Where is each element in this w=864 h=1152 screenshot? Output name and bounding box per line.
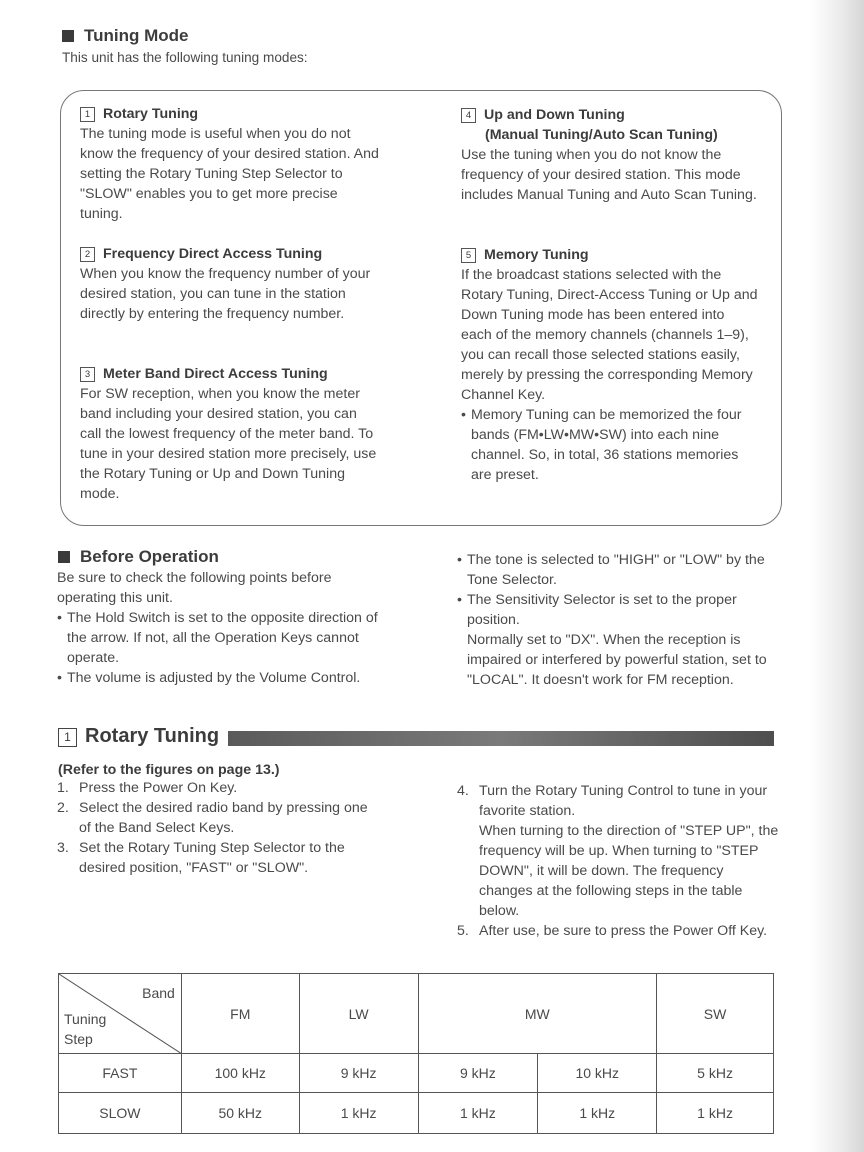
table-corner-cell (59, 974, 182, 1054)
step-item: 4. Turn the Rotary Tuning Control to tune in your favorite station. When turning to the direction of "STEP UP", the frequency will be up. When turning to "STEP DOWN", it will be down. The frequency changes at the following steps in the table below. (457, 783, 779, 919)
table-cell: 1 kHz (538, 1093, 657, 1134)
square-bullet-icon (62, 30, 74, 42)
mode-body: The tuning mode is useful when you do not know the frequency of your desired station. And setting the Rotary Tuning Step Selector to "SLOW" enables you to get more precise tuning. (80, 126, 379, 222)
mode-body: When you know the frequency number of your desired station, you can tune in the station directly by entering the frequency number. (80, 266, 371, 322)
steps-right (457, 781, 779, 941)
tuning-mode-intro: This unit has the following tuning modes: (62, 50, 308, 65)
heading-bar (228, 731, 774, 746)
check-item: • The volume is adjusted by the Volume Control. (57, 668, 379, 688)
step-item: 3. Set the Rotary Tuning Step Selector to the desired position, "FAST" or "SLOW". (57, 840, 345, 876)
step-item: 5. After use, be sure to press the Power Off Key. (457, 923, 768, 939)
refer-note: (Refer to the figures on page 13.) (58, 762, 280, 778)
page-edge-shadow (810, 0, 864, 1152)
tuning-step-table (58, 973, 774, 1134)
mode-subtitle: (Manual Tuning/Auto Scan Tuning) (485, 127, 718, 143)
header-mw: MW (418, 974, 657, 1054)
header-sw: SW (657, 974, 774, 1054)
mode-rotary (80, 104, 380, 224)
number-box-icon: 5 (461, 248, 476, 263)
number-box-icon: 1 (80, 107, 95, 122)
table-cell: 1 kHz (418, 1093, 538, 1134)
mode-title: 2 Frequency Direct Access Tuning (80, 244, 380, 264)
number-box-icon: 4 (461, 108, 476, 123)
row-label-fast: FAST (59, 1054, 182, 1093)
before-operation-heading: Before Operation (58, 547, 219, 567)
steps-left (57, 778, 379, 878)
number-box-icon: 1 (58, 728, 77, 747)
mode-memory (461, 245, 759, 485)
header-lw: LW (299, 974, 418, 1054)
mode-body: If the broadcast stations selected with the Rotary Tuning, Direct-Access Tuning or Up and Down Tuning mode has been entered into each of the memory channels (channels 1–9), you can recall those selected stations easily, merely by pressing the corresponding Memory Channel Key. (461, 267, 758, 403)
number-box-icon: 2 (80, 247, 95, 262)
table-row (59, 1054, 774, 1093)
table-cell: 10 kHz (538, 1054, 657, 1093)
mode-title: 3 Meter Band Direct Access Tuning (80, 364, 380, 384)
corner-step-label: Tuning Step (64, 1011, 107, 1047)
rotary-tuning-heading: 1 Rotary Tuning (58, 725, 219, 748)
mode-title: 1 Rotary Tuning (80, 104, 380, 124)
check-item: • The Sensitivity Selector is set to the proper position. (457, 590, 778, 630)
mode-body: Use the tuning when you do not know the frequency of your desired station. This mode includes Manual Tuning and Auto Scan Tuning. (461, 147, 757, 203)
memory-bullet: • Memory Tuning can be memorized the four bands (FM•LW•MW•SW) into each nine channel. So, in total, 36 stations memories are preset. (461, 405, 759, 485)
mode-title: 4 Up and Down Tuning (461, 105, 759, 125)
step-item: 1. Press the Power On Key. (57, 780, 238, 796)
step-item: 2. Select the desired radio band by pressing one of the Band Select Keys. (57, 800, 368, 836)
table-cell: 50 kHz (181, 1093, 299, 1134)
before-operation-intro: Be sure to check the following points before operating this unit. (57, 570, 332, 606)
mode-frequency-direct (80, 244, 380, 324)
before-operation-right (457, 550, 778, 690)
mode-body: For SW reception, when you know the meter band including your desired station, you can call the lowest frequency of the meter band. To tune in your desired station more precisely, use the Rotary Tuning or Up and Down Tuning mode. (80, 386, 377, 502)
before-operation-left (57, 568, 379, 688)
table-cell: 1 kHz (657, 1093, 774, 1134)
mode-up-down (461, 105, 759, 205)
corner-band-label: Band (142, 985, 175, 1001)
table-cell: 5 kHz (657, 1054, 774, 1093)
table-cell: 100 kHz (181, 1054, 299, 1093)
mode-meter-band (80, 364, 380, 504)
table-cell: 9 kHz (418, 1054, 538, 1093)
table-cell: 9 kHz (299, 1054, 418, 1093)
row-label-slow: SLOW (59, 1093, 182, 1134)
tuning-mode-heading: Tuning Mode (62, 26, 189, 46)
sensitivity-note: Normally set to "DX". When the reception is impaired or interfered by powerful station, set to "LOCAL". It doesn't work for FM reception. (467, 632, 767, 688)
table-cell: 1 kHz (299, 1093, 418, 1134)
header-fm: FM (181, 974, 299, 1054)
square-bullet-icon (58, 551, 70, 563)
table-row (59, 1093, 774, 1134)
check-item: • The tone is selected to "HIGH" or "LOW" by the Tone Selector. (457, 550, 778, 590)
number-box-icon: 3 (80, 367, 95, 382)
check-item: • The Hold Switch is set to the opposite direction of the arrow. If not, all the Operation Keys cannot operate. (57, 608, 379, 668)
mode-title: 5 Memory Tuning (461, 245, 759, 265)
